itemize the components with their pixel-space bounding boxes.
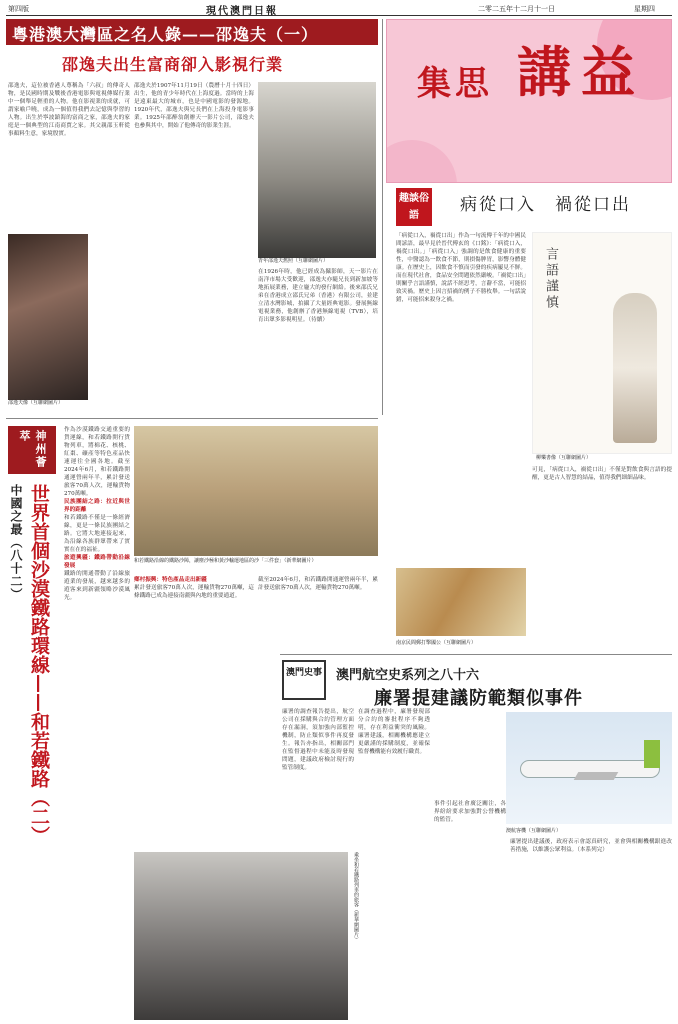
column-para-c2: 可見，「病從口入，禍從口出」不僅是對飲食與言語的提醒，更是古人智慧的結晶，值得我們細細品味。 [532,467,672,481]
feature2-badge: 神州薈萃 [8,426,56,474]
divider-horizontal-2 [280,654,672,655]
issue-date: 二零二五年十二月十一日 [478,5,555,13]
feature1-para-c2: 邵逸夫於1907年11月19日（農曆十月十四日）出生，他的青少年時代在上海度過。當時的上海是遠東最大的城市，也是中國電影的發源地。1920年代，邵逸夫與兄長們在上海投身電影事業。1925年邵醉翁創辦天一影片公司，邵逸夫也參與其中，開始了他傳奇的影業生涯。 [134,83,254,129]
page-number: 第四版 [8,5,29,13]
divider-horizontal-1 [6,418,378,419]
feature2-para-c2: 鄉村振興：特色產品走出新疆 累計發送旅客70萬人次，運輸貨物270萬噸，這條鐵路已成為連接南疆與內地的重要通道。 [134,577,254,599]
feature3-badge: 澳門史事 [282,660,326,700]
column-title: 病從口入 禍從口出 [460,195,631,215]
feature1-banner [6,19,378,45]
feature1-young-caption: 青年邵逸夫舊照（互聯網圖片） [258,258,329,264]
column-illus-caption: 柳樂書像（互聯網圖片） [536,455,592,461]
feature1-portrait [8,234,88,400]
paper-name: 現代澳門日報 [206,6,278,17]
figure [613,293,657,443]
feature2-train-caption: 乘坐和若鐵路列車的旅客（新華網圖片） [353,852,359,942]
feature1-para-c3: 在1926年時，他已經成為攝影師，天一影片在南洋市場大受歡迎，邵逸夫亦隨兄長到新加坡等地拓展業務，建立龐大的發行網絡。後來邵氏兄弟在香港成立邵氏兄弟（香港）有限公司，並建立清水灣影城，拍攝了大量經典電影。發展無線電視業務，他創辦了香港無線電視（TVB），培育出眾多影視明星。（待續） [258,269,378,323]
feature2-series: 中國之最（八十二） [9,484,23,601]
weekday: 星期四 [634,5,655,13]
feature3-plane-caption: 澳航客機（互聯網圖片） [506,828,562,834]
feature1-para1: 邵逸夫，這位被香港人尊稱為「六叔」的傳奇人物，是民國時期及戰後香港電影與電視傳媒行業中一個舉足輕重的人物。他在影視業的成就，可謂家喻戶曉，成為一個值得我們去記憶與學習的人物。出生於寧波鎮海的富商之家，邵逸夫的家庭是一個典型的江南商賈之家。其父親邵玉軒從事顏料生意，家境殷實。 [8,83,130,137]
feature1-portrait-caption: 邵逸夫像（互聯網圖片） [8,400,64,406]
feature2-desert-caption: 和若鐵路沿線的鐵路沙障，讓塵沙極和黃沙輸運地區的沙「三件套」（新華網圖片） [134,558,317,564]
plane-tail [644,740,660,768]
feature2-para-c3: 截至2024年6月，和若鐵路開通運營兩年半，累計發送旅客70萬人次，運輸貨物270萬噸。 [258,577,378,591]
feature3-para-c2: 在調查過程中，廉署發現部分合約的審批程序不夠透明，存在利益衝突的風險。廉署建議，相關機構應建立更嚴謹的採購制度，並確保監督機構能有效履行職責。 [358,709,430,755]
column-header [386,19,672,183]
feature3-para-c3: 事件引起社會廣泛關注，各界紛紛要求加強對公營機構的監管。 [434,801,506,823]
feature1-young-photo [258,82,376,258]
feature2-headline: 世界首個沙漠鐵路環線——和若鐵路（二） [28,484,50,845]
column-tag: 趣談俗語 [396,188,432,226]
feature3-plane-photo [506,712,672,824]
feature3-para-c1: 廉署的調查報告提出，航空公司在採購與合約管理方面存在漏洞，須加強內部監控機制，防止類似事件再度發生。報告亦指出，相關部門在監督過程中未能及時發現問題，建議政府檢討現行的監管制度。 [282,709,354,771]
column-para-c1: 「病從口入，禍從口出」作為一句流傳千年的中國民間諺語，最早見於晉代傅玄的《口銘》：「病從口入，禍從口出。」「病從口入」強調的是飲食健康的重要性，中醫認為一飲食不節，則損傷脾胃，影響身體健康。在歷史上，因飲食不慎而引發的疾病屢見不鮮。而在現代社會，食品安全問題依然嚴峻。「禍從口出」則關乎言語謹慎，說話不經思考，言辭不當，可能招致災禍。歷史上因言招禍的例子不勝枚舉。一句話說錯，可能招來殺身之禍。 [396,233,526,303]
feature3-headline: 廉署提建議防範類似事件 [374,688,583,709]
feature1-banner-title: 粵港澳大灣區之名人錄——邵逸夫（一） [12,25,319,44]
column-illustration [532,232,672,454]
feature2-para-c1: 作為沙漠鐵路交通重要的貨運線，和若鐵路開行貨物列車，將棉花、核桃、紅棗、礦產等特色產品快速運往全國各地。截至2024年6月，和若鐵路開通運營兩年半，累計發送旅客70萬人次，運輸貨物270萬噸。 民族團結之路：拉近與世界的距離 和若鐵路不僅是一條經濟線，更是一條民族團結之路。它將大地連接起來，為沿線各族群眾帶來了實實在在的福祉。 旅遊興疆：鐵路帶動沿線發展 鐵路的開通帶動了沿線旅遊業的發展，越來越多的遊客來到新疆領略沙漠風光。 [64,427,130,601]
column-brand-1: 集思 [417,64,493,104]
divider-vertical [382,19,383,415]
column-story-caption: 南京民間郵打擊國公（互聯網圖片） [396,640,477,646]
masthead [6,2,672,16]
plane-wing [574,772,619,780]
column-brand-2: 講益 [517,40,645,104]
calligraphy: 言語謹慎 [543,247,558,311]
column-story-image [396,568,526,636]
feature3-para-c4: 廉署提出建議後，政府表示會認真研究，並會與相關機構跟進改善措施，以維護公眾利益。（本系列完） [510,839,672,853]
feature1-headline: 邵逸夫出生富商卻入影視行業 [62,55,284,74]
decor-circle-2 [386,140,457,183]
feature3-series: 澳門航空史系列之八十六 [336,668,480,683]
feature2-desert-photo [134,426,378,556]
